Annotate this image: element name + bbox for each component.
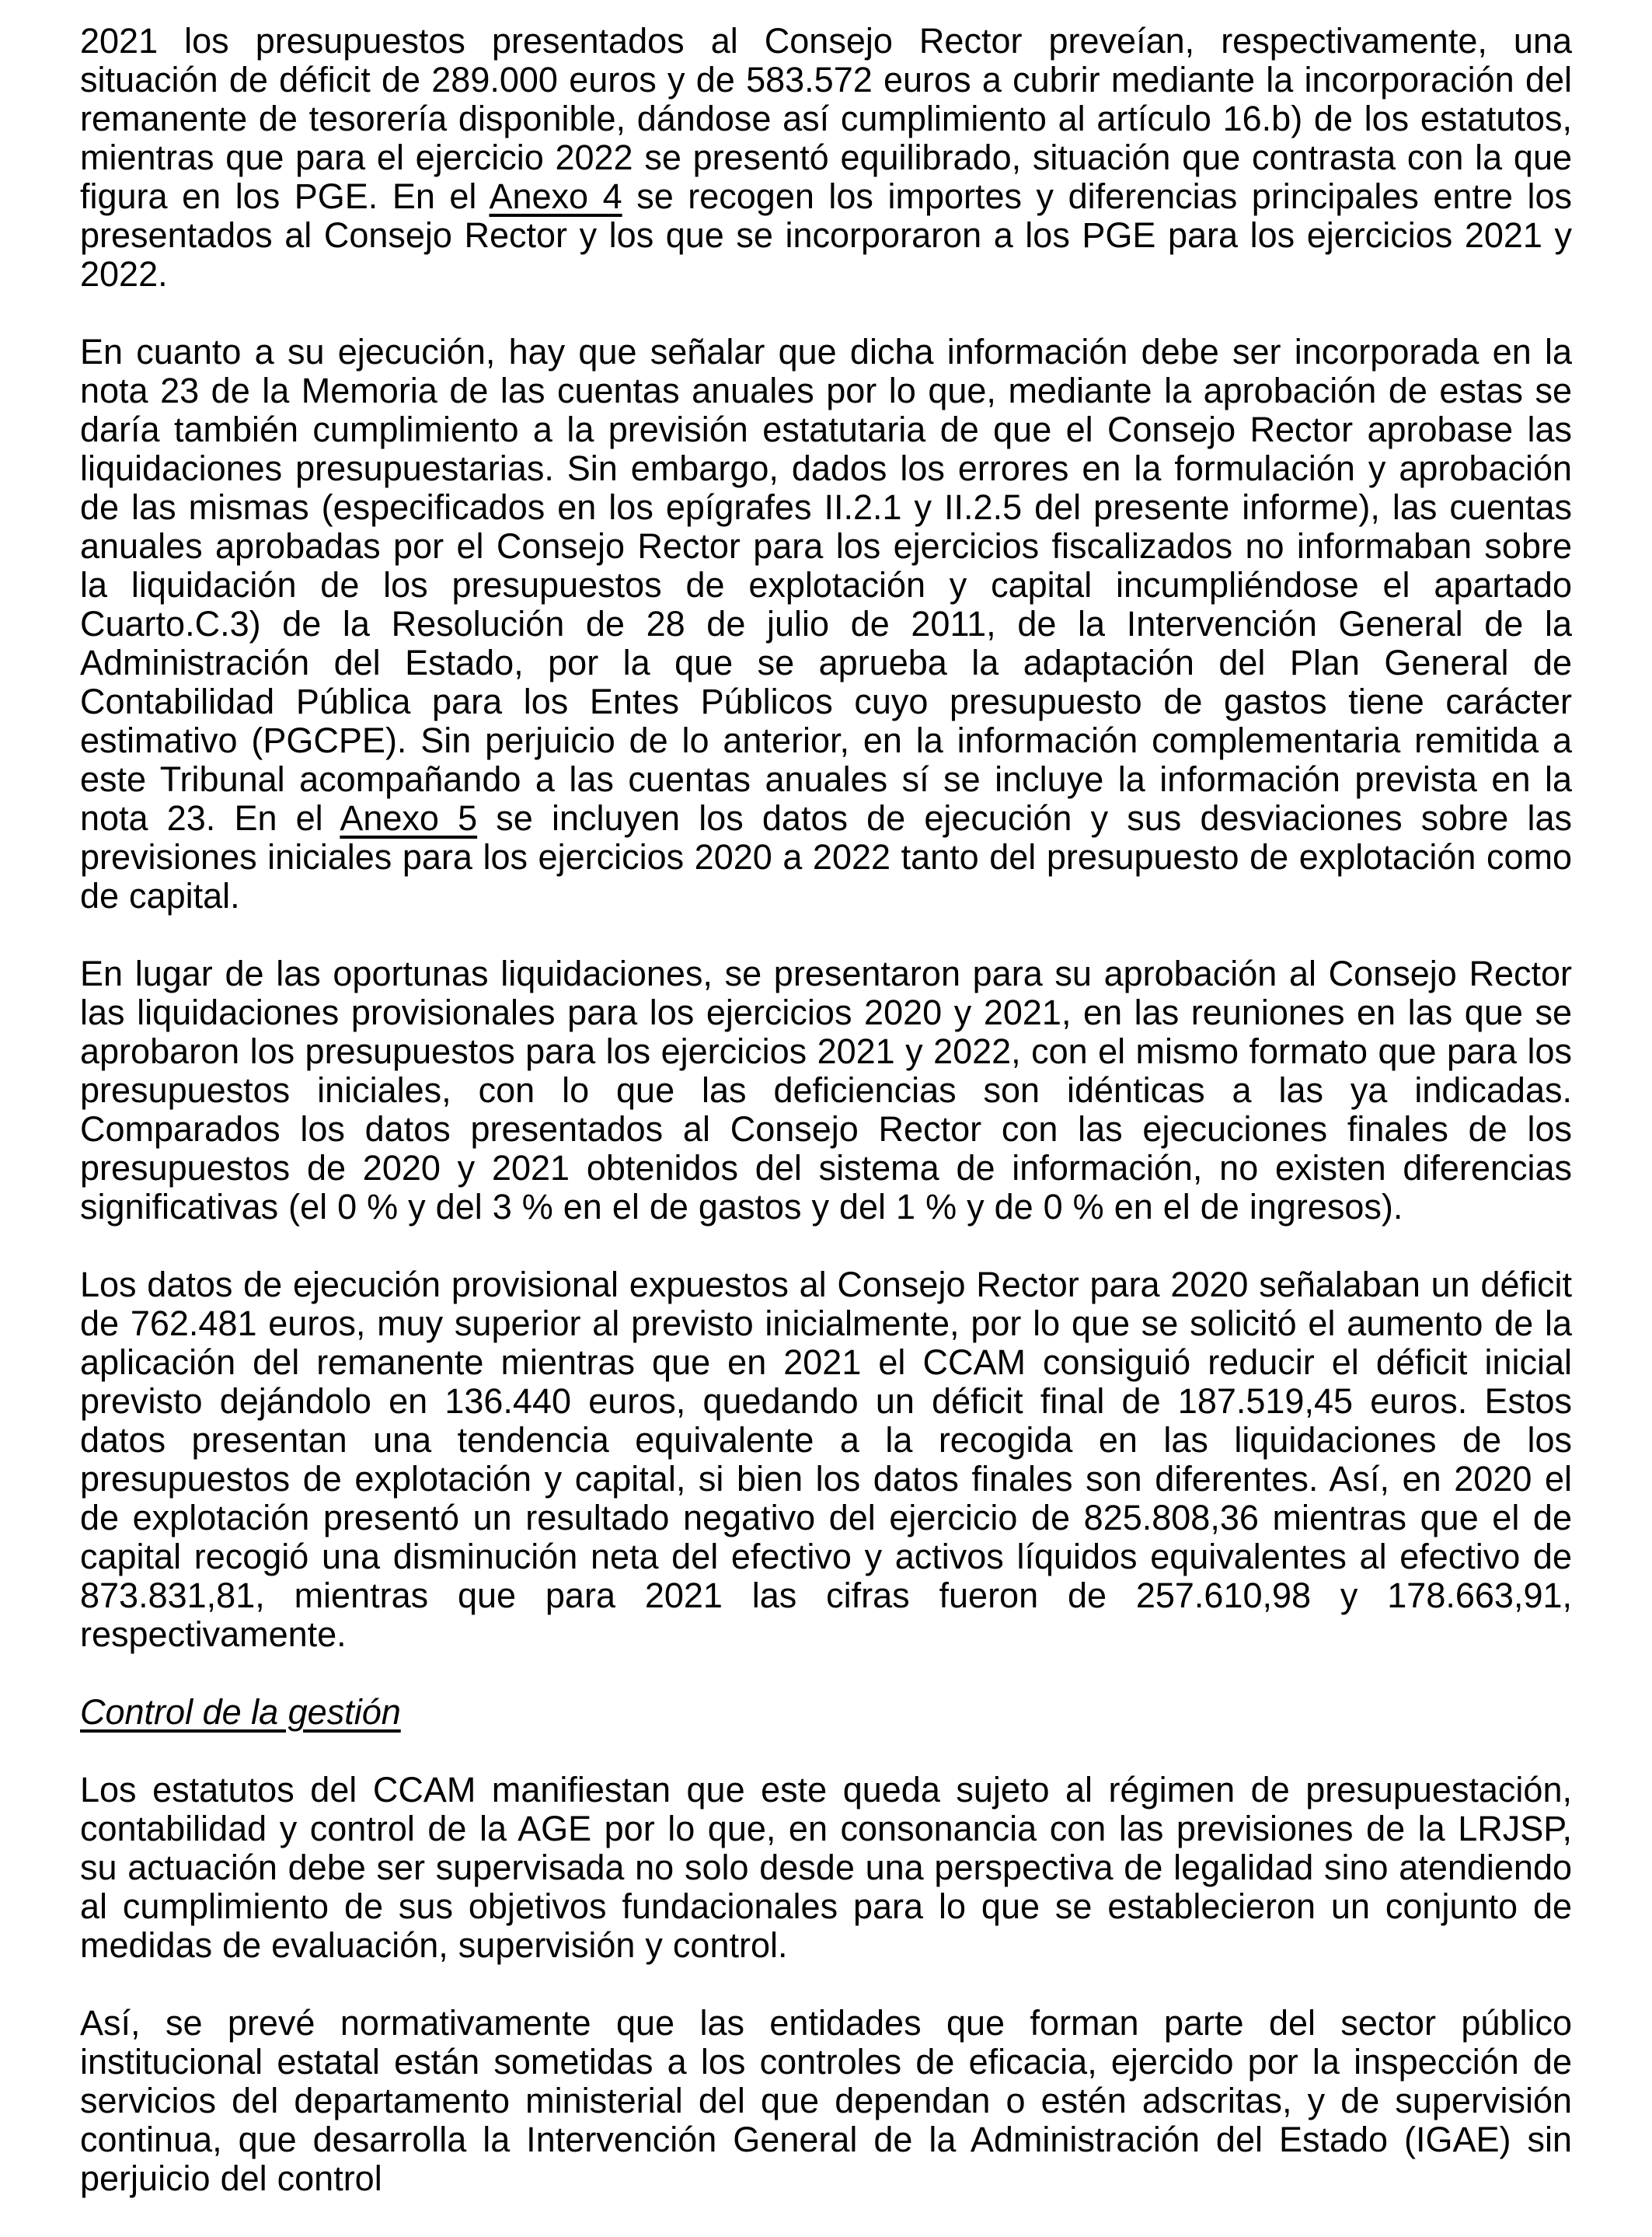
paragraph-text: se incluyen los datos de ejecución y sus desviaciones sobre las previsiones iniciales para los ejercicios 2020 a 2022 tanto del presupuesto de explotación como de capital.: [80, 798, 1572, 916]
paragraph: Los estatutos del CCAM manifiestan que este queda sujeto al régimen de presupuestación, contabilidad y control de la AGE por lo que, en consonancia con las previsiones de la LRJSP, su actuación debe ser supervisada no solo desde una perspectiva de legalidad sino atendiendo al cumplimiento de sus objetivos fundacionales para lo que se establecieron un conjunto de medidas de evaluación, supervisión y control.: [80, 1770, 1572, 1965]
paragraph-text: 2021 los presupuestos presentados al Consejo Rector preveían, respectivamente, una situación de déficit de 289.000 euros y de 583.572 euros a cubrir mediante la incorporación del remanente de tesorería disponible, dándose así cumplimiento al artículo 16.b) de los estatutos, mientras que para el ejercicio 2022 se presentó equilibrado, situación que contrasta con la que figura en los PGE. En el: [80, 21, 1572, 216]
paragraph: [80, 22, 1572, 294]
document-body: [80, 22, 1572, 2237]
paragraph-text: En cuanto a su ejecución, hay que señalar que dicha información debe ser incorporada en la nota 23 de la Memoria de las cuentas anuales por lo que, mediante la aprobación de estas se daría también cumplimiento a la previsión estatutaria de que el Consejo Rector aprobase las liquidaciones presupuestarias. Sin embargo, dados los errores en la formulación y aprobación de las mismas (especificados en los epígrafes II.2.1 y II.2.5 del presente informe), las cuentas anuales aprobadas por el Consejo Rector para los ejercicios fiscalizados no informaban sobre la liquidación de los presupuestos de explotación y capital incumpliéndose el apartado Cuarto.C.3) de la Resolución de 28 de julio de 2011, de la Intervención General de la Administración del Estado, por la que se aprueba la adaptación del Plan General de Contabilidad Pública para los Entes Públicos cuyo presupuesto de gastos tiene carácter estimativo (PGCPE). Sin perjuicio de lo anterior, en la información complementaria remitida a este Tribunal acompañando a las cuentas anuales sí se incluye la información prevista en la nota 23. En el: [80, 332, 1572, 838]
anexo-4-link[interactable]: Anexo 4: [489, 176, 622, 216]
section-heading: Control de la gestión: [80, 1692, 401, 1732]
paragraph-text: se recogen los importes y diferencias principales entre los presentados al Consejo Rector y los que se incorporaron a los PGE para los ejercicios 2021 y 2022.: [80, 176, 1573, 294]
anexo-5-link[interactable]: Anexo 5: [340, 798, 478, 838]
paragraph: Así, se prevé normativamente que las entidades que forman parte del sector público institucional estatal están sometidas a los controles de eficacia, ejercido por la inspección de servicios del departamento ministerial del que dependan o estén adscritas, y de supervisión continua, que desarrolla la Intervención General de la Administración del Estado (IGAE) sin perjuicio del control: [80, 2003, 1572, 2198]
paragraph: En lugar de las oportunas liquidaciones, se presentaron para su aprobación al Consejo Rector las liquidaciones provisionales para los ejercicios 2020 y 2021, en las reuniones en las que se aprobaron los presupuestos para los ejercicios 2021 y 2022, con el mismo formato que para los presupuestos iniciales, con lo que las deficiencias son idénticas a las ya indicadas. Comparados los datos presentados al Consejo Rector con las ejecuciones finales de los presupuestos de 2020 y 2021 obtenidos del sistema de información, no existen diferencias significativas (el 0 % y del 3 % en el de gastos y del 1 % y de 0 % en el de ingresos).: [80, 954, 1572, 1227]
paragraph: Los datos de ejecución provisional expuestos al Consejo Rector para 2020 señalaban un déficit de 762.481 euros, muy superior al previsto inicialmente, por lo que se solicitó el aumento de la aplicación del remanente mientras que en 2021 el CCAM consiguió reducir el déficit inicial previsto dejándolo en 136.440 euros, quedando un déficit final de 187.519,45 euros. Estos datos presentan una tendencia equivalente a la recogida en las liquidaciones de los presupuestos de explotación y capital, si bien los datos finales son diferentes. Así, en 2020 el de explotación presentó un resultado negativo del ejercicio de 825.808,36 mientras que el de capital recogió una disminución neta del efectivo y activos líquidos equivalentes al efectivo de 873.831,81, mientras que para 2021 las cifras fueron de 257.610,98 y 178.663,91, respectivamente.: [80, 1265, 1572, 1654]
paragraph: [80, 333, 1572, 916]
